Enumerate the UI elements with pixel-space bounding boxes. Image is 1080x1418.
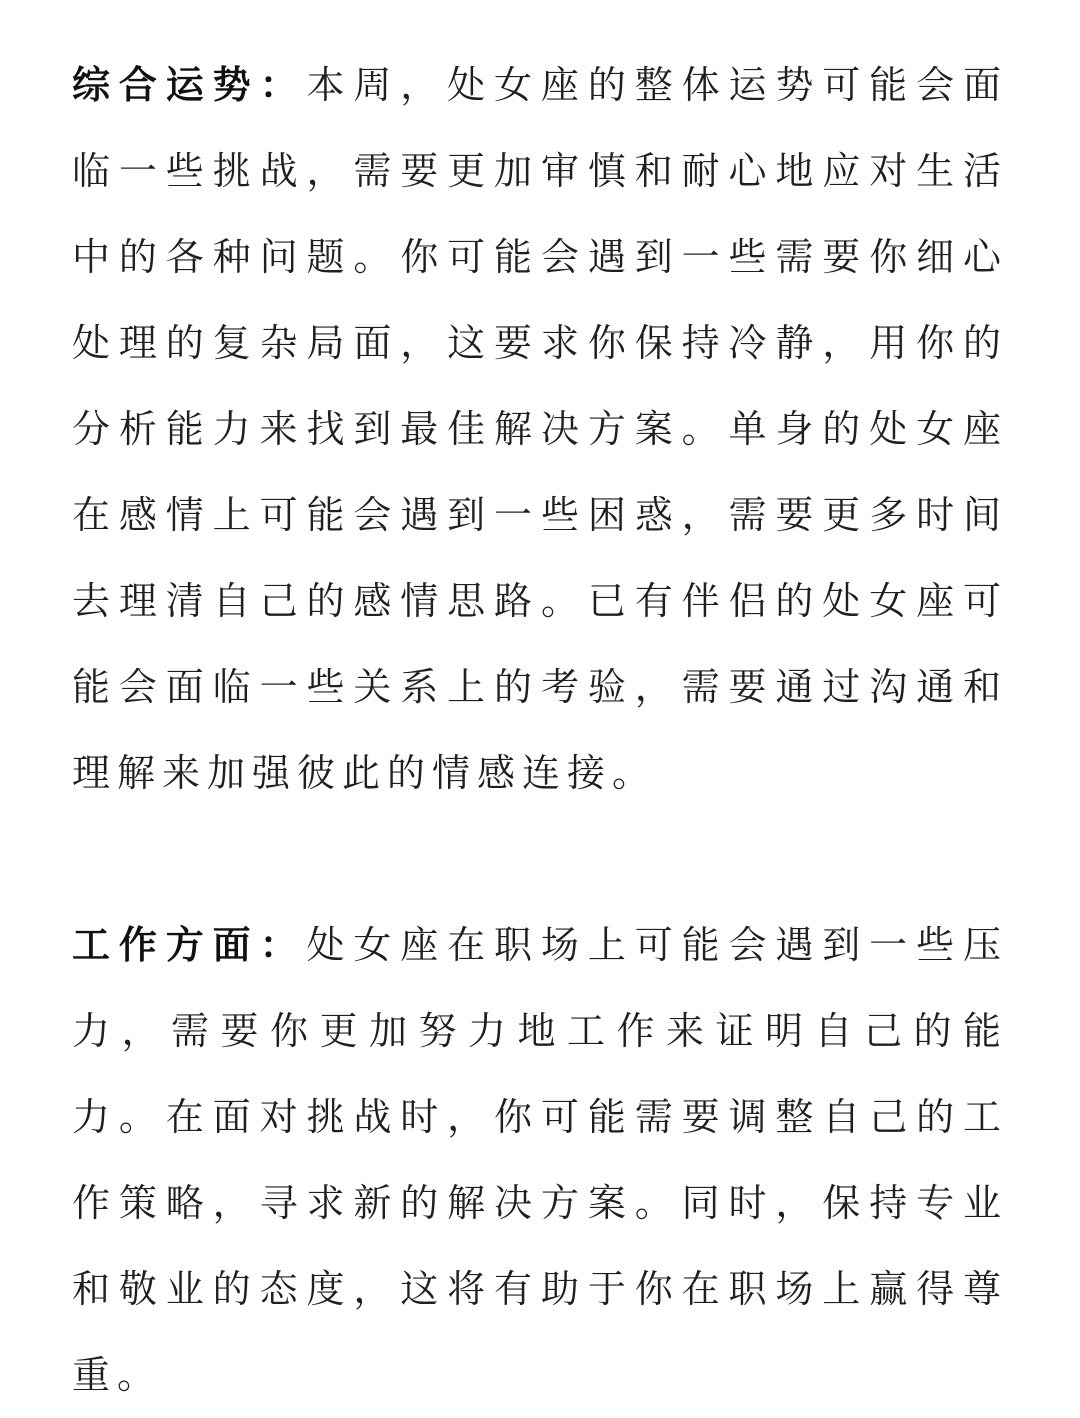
overall-fortune-heading: 综合运势：	[72, 63, 307, 107]
work-paragraph	[72, 902, 1008, 1418]
overall-fortune-paragraph	[72, 42, 1008, 816]
work-text: 处女座在职场上可能会遇到一些压力，需要你更加努力地工作来证明自己的能力。在面对挑战时，你可能需要调整自己的工作策略，寻求新的解决方案。同时，保持专业和敬业的态度，这将有助于你在职场上赢得尊重。	[72, 923, 1008, 1397]
overall-fortune-text: 本周，处女座的整体运势可能会面临一些挑战，需要更加审慎和耐心地应对生活中的各种问题。你可能会遇到一些需要你细心处理的复杂局面，这要求你保持冷静，用你的分析能力来找到最佳解决方案。单身的处女座在感情上可能会遇到一些困惑，需要更多时间去理清自己的感情思路。已有伴侣的处女座可能会面临一些关系上的考验，需要通过沟通和理解来加强彼此的情感连接。	[72, 63, 1008, 795]
article-body	[72, 42, 1008, 1418]
work-heading: 工作方面：	[72, 923, 307, 967]
